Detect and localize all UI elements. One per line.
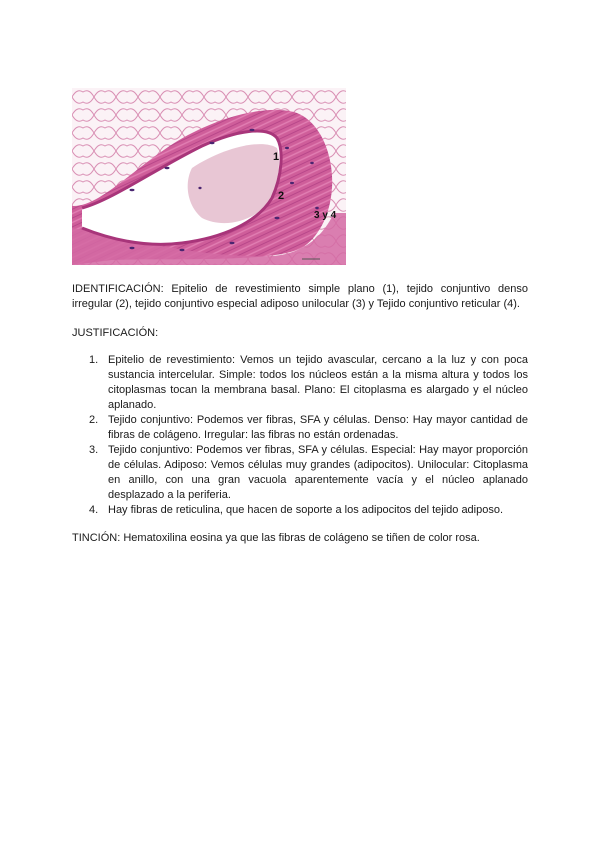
figure-label-3y4: 3 y 4 bbox=[314, 210, 337, 221]
staining-text: Hematoxilina eosina ya que las fibras de colágeno se tiñen de color rosa. bbox=[123, 532, 480, 544]
justification-item bbox=[89, 443, 528, 503]
item-number: 1. bbox=[89, 354, 99, 366]
identification-label: IDENTIFICACIÓN: bbox=[72, 283, 164, 295]
justification-item bbox=[89, 353, 528, 413]
item-text: Tejido conjuntivo: Podemos ver fibras, SFA y células. Especial: Hay mayor proporción de células. Adiposo: Vemos células muy grandes (adipocitos). Unilocular: Citoplasma en anillo, con una gran vacuola aparentemente vacía y el núcleo aplanado desplazado a la periferia. bbox=[108, 444, 528, 501]
justification-item bbox=[89, 413, 528, 443]
item-text: Hay fibras de reticulina, que hacen de soporte a los adipocitos del tejido adiposo. bbox=[108, 504, 504, 516]
justification-heading: JUSTIFICACIÓN: bbox=[72, 327, 159, 339]
justification-list bbox=[89, 353, 528, 518]
item-number: 2. bbox=[89, 414, 99, 426]
staining-paragraph bbox=[72, 531, 528, 546]
figure-label-2: 2 bbox=[278, 190, 285, 202]
figure-label-1: 1 bbox=[273, 151, 280, 163]
staining-label: TINCIÓN: bbox=[72, 532, 121, 544]
histology-micrograph bbox=[72, 88, 346, 265]
item-text: Epitelio de revestimiento: Vemos un tejido avascular, cercano a la luz y con poca sustancia intercelular. Simple: todos los núcleos están a la misma altura y todos los citoplasmas tocan la membrana basal. Plano: El citoplasma es alargado y el núcleo aplanado. bbox=[108, 354, 528, 411]
identification-paragraph bbox=[72, 282, 528, 312]
item-number: 4. bbox=[89, 504, 99, 516]
justification-item bbox=[89, 503, 528, 518]
identification-text: Epitelio de revestimiento simple plano (1), tejido conjuntivo denso irregular (2), tejido conjuntivo especial adiposo unilocular (3) y Tejido conjuntivo reticular (4). bbox=[72, 283, 528, 310]
item-text: Tejido conjuntivo: Podemos ver fibras, SFA y células. Denso: Hay mayor cantidad de fibras de colágeno. Irregular: las fibras no están ordenadas. bbox=[108, 414, 528, 441]
micrograph-svg bbox=[72, 88, 346, 265]
item-number: 3. bbox=[89, 444, 99, 456]
